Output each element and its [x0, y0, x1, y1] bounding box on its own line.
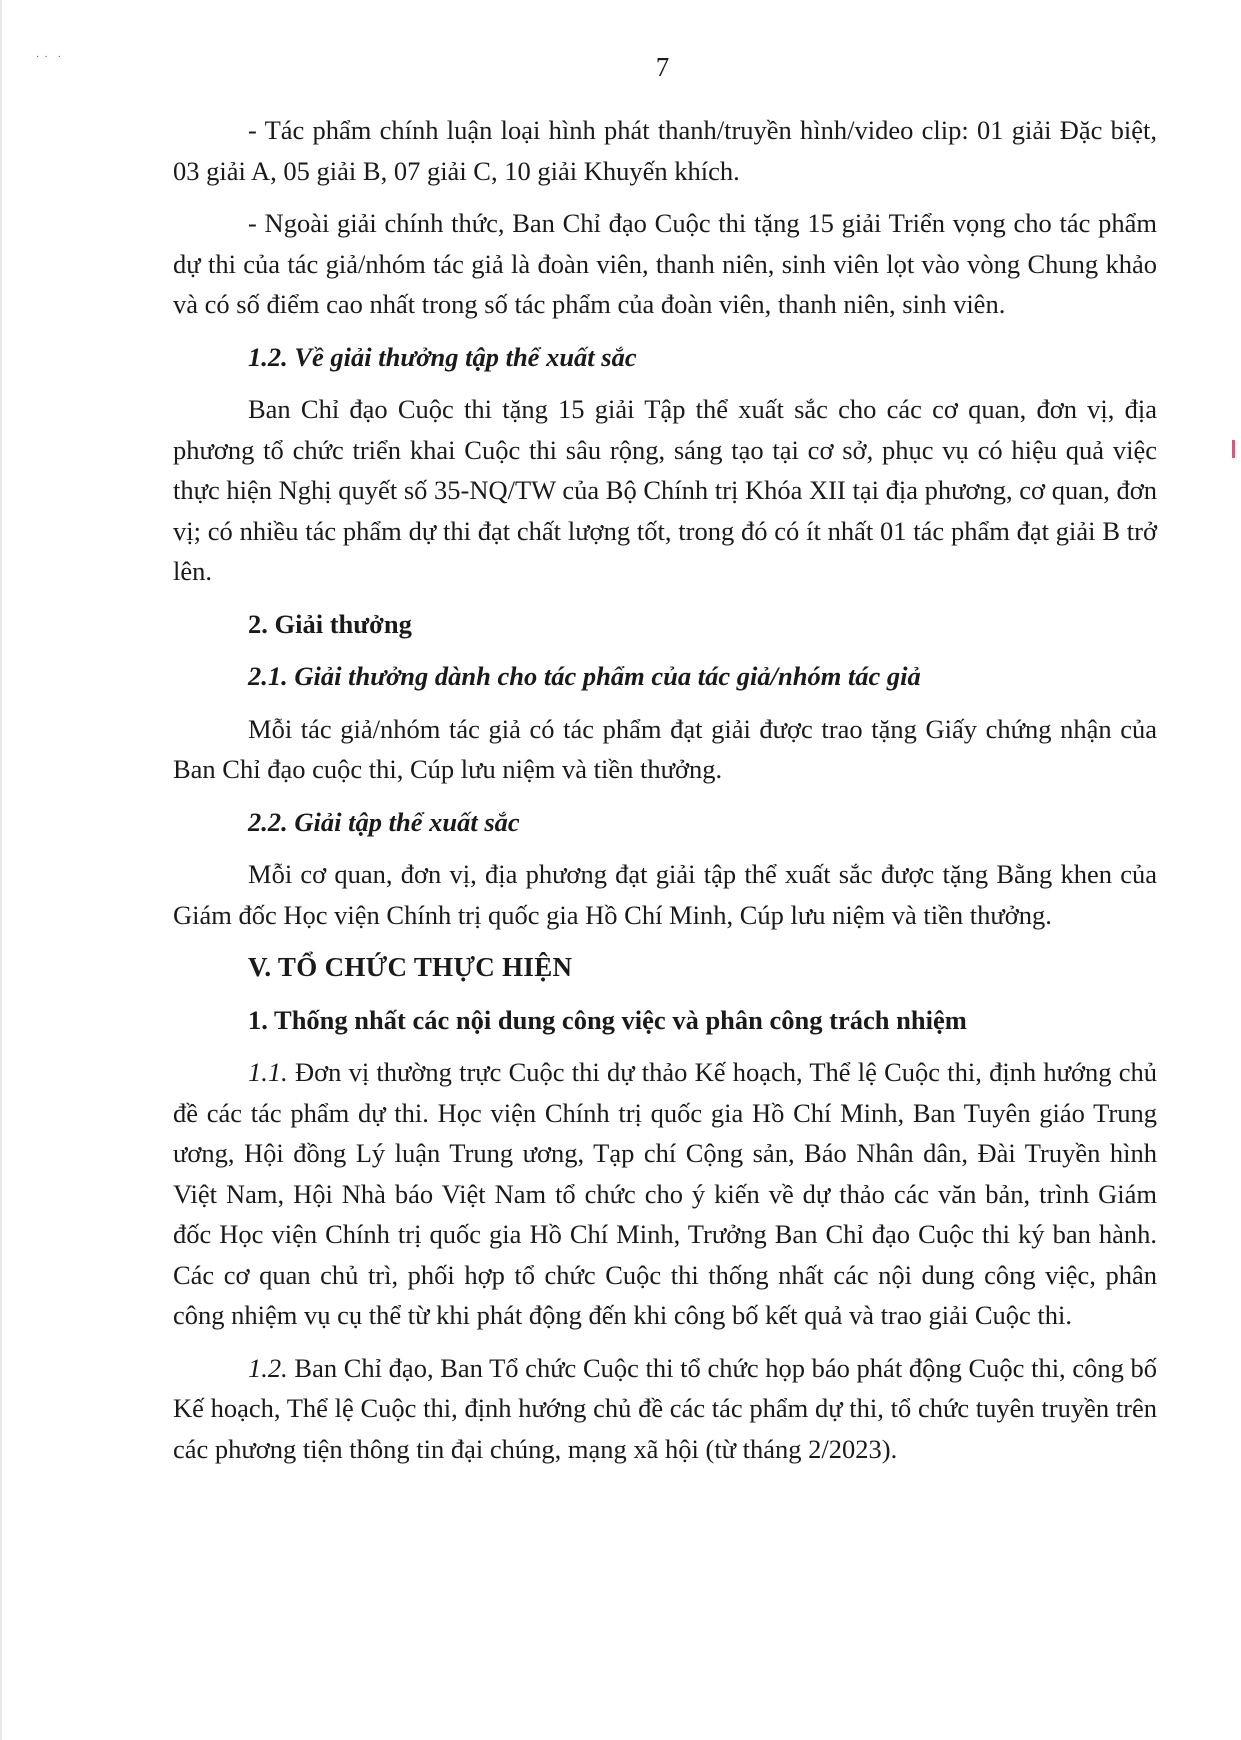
heading-section-v: V. TỔ CHỨC THỰC HIỆN: [248, 952, 573, 982]
heading-v-1: 1. Thống nhất các nội dung công việc và phân công trách nhiệm: [248, 1004, 967, 1035]
page-number: 7: [655, 52, 670, 82]
paragraph-1-1-text: Đơn vị thường trực Cuộc thi dự thảo Kế hoạch, Thể lệ Cuộc thi, định hướng chủ đề các tác phẩm dự thi. Học viện Chính trị quốc gia Hồ Chí Minh, Ban Tuyên giáo Trung ương, Hội đồng Lý luận Trung ương, Tạp chí Cộng sản, Báo Nhân dân, Đài Truyền hình Việt Nam, Hội Nhà báo Việt Nam tổ chức cho ý kiến về dự thảo các văn bản, trình Giám đốc Học viện Chính trị quốc gia Hồ Chí Minh, Trưởng Ban Chỉ đạo Cuộc thi ký ban hành. Các cơ quan chủ trì, phối hợp tổ chức Cuộc thi thống nhất các nội dung công việc, phân công nhiệm vụ cụ thể từ khi phát động đến khi công bố kết quả và trao giải Cuộc thi.: [173, 1057, 1157, 1330]
paragraph-author-awards: Mỗi tác giả/nhóm tác giả có tác phẩm đạt giải được trao tặng Giấy chứng nhận của Ban Chỉ đạo cuộc thi, Cúp lưu niệm và tiền thưởng.: [173, 713, 1157, 784]
paragraph-collective-prizes: Ban Chỉ đạo Cuộc thi tặng 15 giải Tập thể xuất sắc cho các cơ quan, đơn vị, địa phương tổ chức triển khai Cuộc thi sâu rộng, sáng tạo tại cơ sở, phục vụ có hiệu quả việc thực hiện Nghị quyết số 35-NQ/TW của Bộ Chính trị Khóa XII tại địa phương, cơ quan, đơn vị; có nhiều tác phẩm dự thi đạt chất lượng tốt, trong đó có ít nhất 01 tác phẩm đạt giải B trở lên.: [173, 394, 1157, 586]
paragraph-1-1: [173, 1052, 1157, 1336]
document-body: [173, 110, 1157, 1481]
paragraph-1-2-number: 1.2.: [248, 1352, 288, 1383]
paragraph-promising-prizes: - Ngoài giải chính thức, Ban Chỉ đạo Cuộc thi tặng 15 giải Triển vọng cho tác phẩm dự thi của tác giả/nhóm tác giả là đoàn viên, thanh niên, sinh viên lọt vào vòng Chung khảo và có số điểm cao nhất trong số tác phẩm của đoàn viên, thanh niên, sinh viên.: [173, 208, 1157, 319]
heading-1-2: 1.2. Về giải thưởng tập thể xuất sắc: [248, 341, 637, 372]
paragraph-collective-awards: Mỗi cơ quan, đơn vị, địa phương đạt giải tập thể xuất sắc được tặng Bằng khen của Giám đốc Học viện Chính trị quốc gia Hồ Chí Minh, Cúp lưu niệm và tiền thưởng.: [173, 859, 1157, 930]
paragraph-1-2: [173, 1348, 1157, 1470]
margin-mark: [1232, 440, 1235, 458]
heading-2-2: 2.2. Giải tập thể xuất sắc: [248, 806, 520, 837]
paragraph-broadcast-prizes: - Tác phẩm chính luận loại hình phát thanh/truyền hình/video clip: 01 giải Đặc biệt, 03 giải A, 05 giải B, 07 giải C, 10 giải Khuyến khích.: [173, 115, 1157, 186]
paragraph-1-1-number: 1.1.: [248, 1057, 288, 1087]
heading-2: 2. Giải thưởng: [248, 608, 412, 639]
scan-marks: · · ·: [36, 52, 61, 63]
heading-2-1: 2.1. Giải thưởng dành cho tác phẩm của tác giả/nhóm tác giả: [248, 661, 921, 691]
paragraph-1-2-text: Ban Chỉ đạo, Ban Tổ chức Cuộc thi tổ chức họp báo phát động Cuộc thi, công bố Kế hoạch, Thể lệ Cuộc thi, định hướng chủ đề các tác phẩm dự thi, tổ chức tuyên truyền trên các phương tiện thông tin đại chúng, mạng xã hội (từ tháng 2/2023).: [173, 1352, 1157, 1464]
scan-left-edge: [0, 0, 2, 1740]
